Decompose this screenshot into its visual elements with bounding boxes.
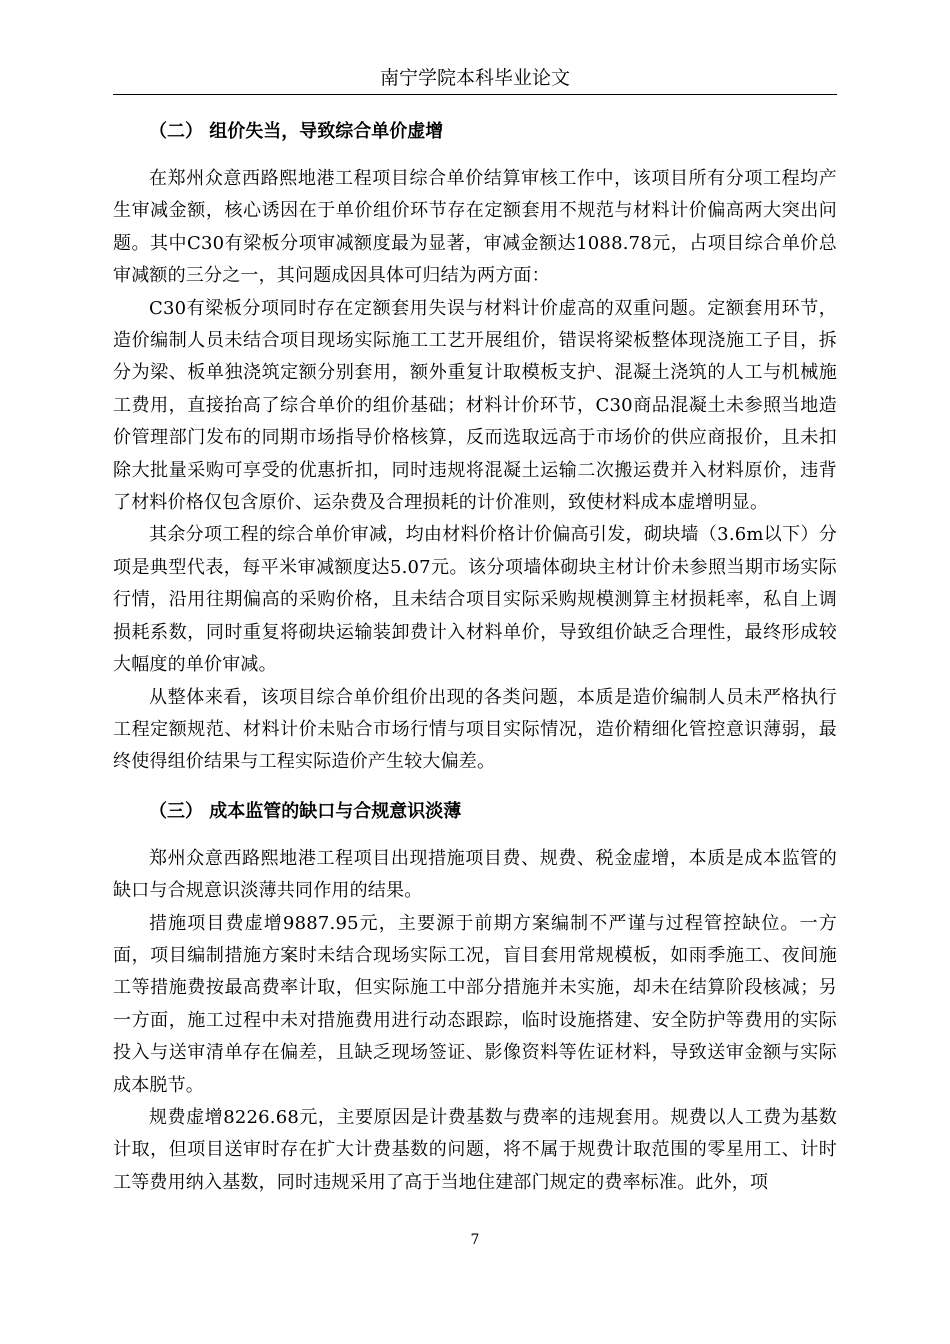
paragraph: 从整体来看，该项目综合单价组价出现的各类问题，本质是造价编制人员未严格执行工程定额规范、材料计价未贴合市场行情与项目实际情况，造价精细化管控意识薄弱，最终使得组价结果与工程实际造价产生较大偏差。 <box>113 686 837 773</box>
paragraph: 在郑州众意西路熙地港工程项目综合单价结算审核工作中，该项目所有分项工程均产生审减金额，核心诱因在于单价组价环节存在定额套用不规范与材料计价偏高两大突出问题。其中C30有梁板分项审减额度最为显著，审减金额达1088.78元，占项目综合单价总审减额的三分之一，其问题成因具体可归结为两方面： <box>113 168 837 287</box>
section-heading: （三） 成本监管的缺口与合规意识淡薄 <box>149 800 462 822</box>
paragraph: 措施项目费虚增9887.95元，主要源于前期方案编制不严谨与过程管控缺位。一方面，项目编制措施方案时未结合现场实际工况，盲目套用常规模板，如雨季施工、夜间施工等措施费按最高费率计取，但实际施工中部分措施并未实施，却未在结算阶段核减；另一方面，施工过程中未对措施费用进行动态跟踪，临时设施搭建、安全防护等费用的实际投入与送审清单存在偏差，且缺乏现场签证、影像资料等佐证材料，导致送审金额与实际成本脱节。 <box>113 912 837 1096</box>
paragraph: C30有梁板分项同时存在定额套用失误与材料计价虚高的双重问题。定额套用环节，造价编制人员未结合项目现场实际施工工艺开展组价，错误将梁板整体现浇施工子目，拆分为梁、板单独浇筑定额分别套用，额外重复计取模板支护、混凝土浇筑的人工与机械施工费用，直接抬高了综合单价的组价基础；材料计价环节，C30商品混凝土未参照当地造价管理部门发布的同期市场指导价格核算，反而选取远高于市场价的供应商报价，且未扣除大批量采购可享受的优惠折扣，同时违规将混凝土运输二次搬运费并入材料原价，违背了材料价格仅包含原价、运杂费及合理损耗的计价准则，致使材料成本虚增明显。 <box>113 297 837 514</box>
page-header: 南宁学院本科毕业论文 <box>113 62 837 95</box>
main-content <box>113 115 837 1199</box>
paragraph: 郑州众意西路熙地港工程项目出现措施项目费、规费、税金虚增，本质是成本监管的缺口与合规意识淡薄共同作用的结果。 <box>113 847 837 902</box>
paragraph: 其余分项工程的综合单价审减，均由材料价格计价偏高引发，砌块墙（3.6m以下）分项是典型代表，每平米审减额度达5.07元。该分项墙体砌块主材计价未参照当期市场实际行情，沿用往期偏高的采购价格，且未结合项目实际采购规模测算主材损耗率，私自上调损耗系数，同时重复将砌块运输装卸费计入材料单价，导致组价缺乏合理性，最终形成较大幅度的单价审减。 <box>113 524 837 676</box>
section-heading: （二） 组价失当，导致综合单价虚增 <box>149 121 444 142</box>
paragraph: 规费虚增8226.68元，主要原因是计费基数与费率的违规套用。规费以人工费为基数计取，但项目送审时存在扩大计费基数的问题，将不属于规费计取范围的零星用工、计时工等费用纳入基数，同时违规采用了高于当地住建部门规定的费率标准。此外，项 <box>113 1106 837 1193</box>
page-number: 7 <box>470 1232 480 1248</box>
